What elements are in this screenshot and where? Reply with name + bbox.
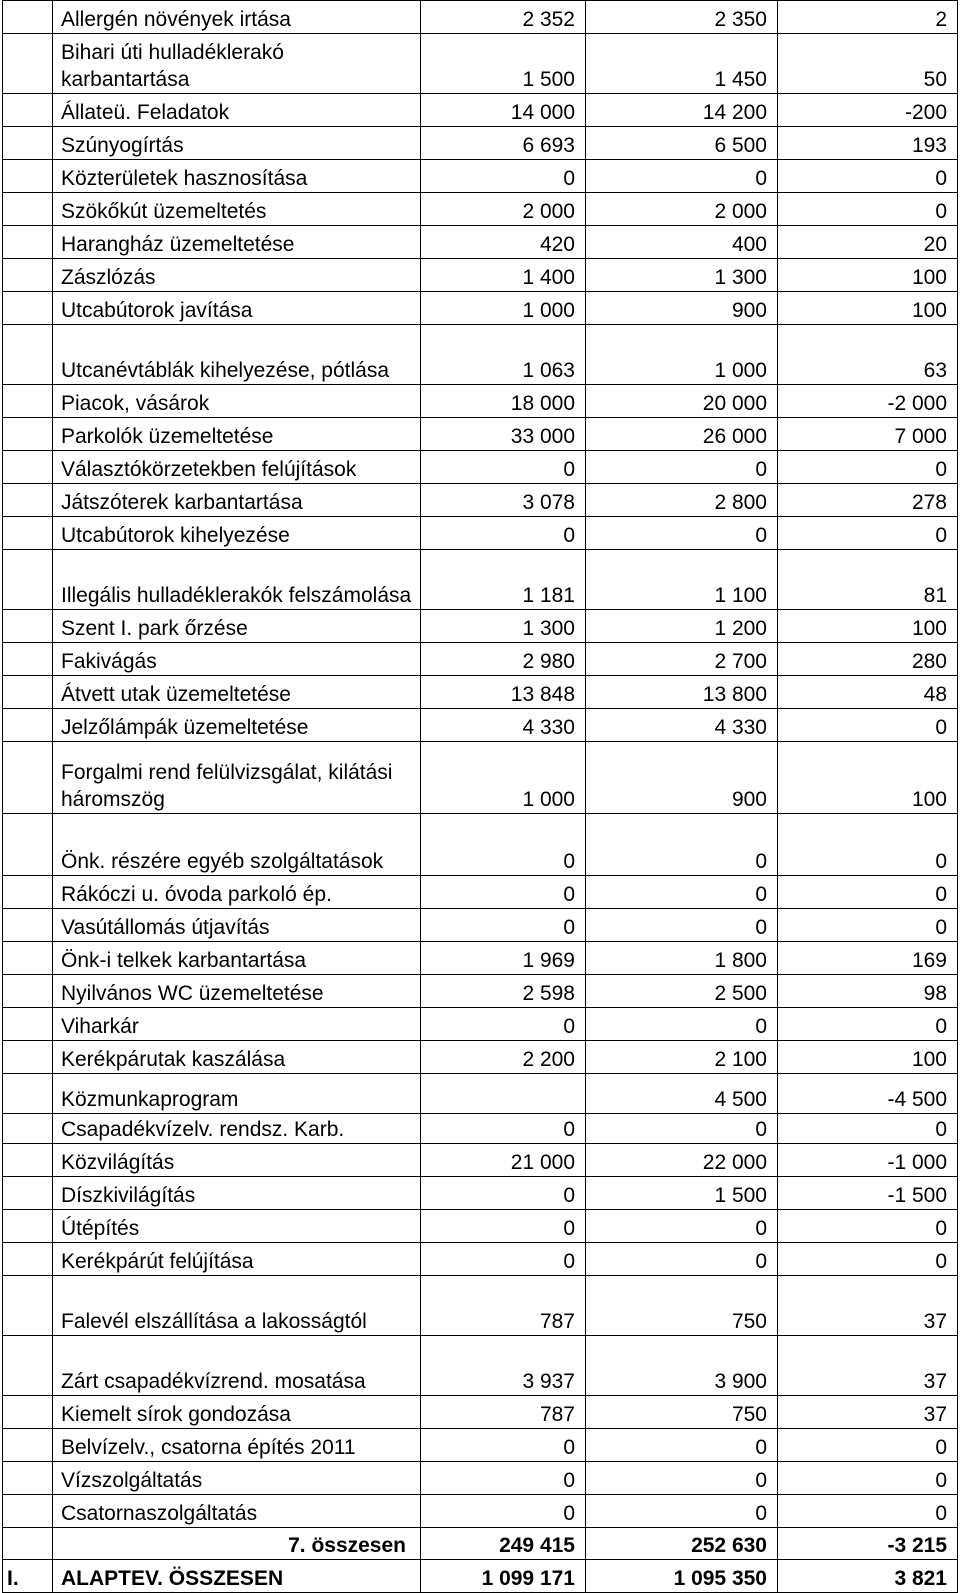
row-label-cell: Utcabútorok javítása [53,292,421,325]
row-label-cell: Bihari úti hulladéklerakó karbantartása [53,34,421,94]
row-value-2-cell: 1 200 [586,610,778,643]
row-label-cell: Jelzőlámpák üzemeltetése [53,709,421,742]
row-value-1-cell: 21 000 [421,1144,586,1177]
budget-table [2,0,958,1593]
row-value-1-cell: 0 [421,160,586,193]
row-value-2-cell: 900 [586,292,778,325]
row-label-cell: Piacok, vásárok [53,385,421,418]
table-row [3,1396,958,1429]
row-value-1-cell: 2 000 [421,193,586,226]
table-row [3,127,958,160]
row-value-1-cell: 420 [421,226,586,259]
table-row [3,742,958,814]
row-value-2-cell: 0 [586,451,778,484]
row-value-1-cell: 0 [421,909,586,942]
row-value-1-cell: 33 000 [421,418,586,451]
row-value-2-cell: 2 100 [586,1041,778,1074]
row-value-1-cell: 2 980 [421,643,586,676]
row-value-1-cell: 0 [421,1177,586,1210]
row-value-2-cell: 2 700 [586,643,778,676]
row-label-cell: Átvett utak üzemeltetése [53,676,421,709]
row-value-2-cell: 900 [586,742,778,814]
table-row [3,942,958,975]
row-difference-cell: 37 [778,1336,958,1396]
row-index-cell [3,1008,53,1041]
row-value-1-cell: 0 [421,1429,586,1462]
row-value-1-cell: 1 969 [421,942,586,975]
row-value-1-cell: 2 598 [421,975,586,1008]
row-label-cell: Önk-i telkek karbantartása [53,942,421,975]
table-row [3,1429,958,1462]
grand-total-index-cell: I. [3,1560,53,1593]
row-value-1-cell [421,1074,586,1114]
row-value-2-cell: 0 [586,1210,778,1243]
row-label-cell: Szökőkút üzemeltetés [53,193,421,226]
row-label-cell: Belvízelv., csatorna építés 2011 [53,1429,421,1462]
row-difference-cell: 7 000 [778,418,958,451]
row-value-2-cell: 750 [586,1396,778,1429]
row-index-cell [3,814,53,876]
row-difference-cell: 0 [778,517,958,550]
row-value-1-cell: 0 [421,876,586,909]
table-row [3,709,958,742]
subtotal-label-cell: 7. összesen [53,1528,421,1560]
row-label-cell: Vasútállomás útjavítás [53,909,421,942]
row-label-cell: Zászlózás [53,259,421,292]
row-index-cell [3,451,53,484]
table-row [3,385,958,418]
row-value-2-cell: 750 [586,1276,778,1336]
row-value-2-cell: 0 [586,517,778,550]
row-label-cell: Útépítés [53,1210,421,1243]
row-difference-cell: 0 [778,876,958,909]
row-index-cell [3,909,53,942]
row-difference-cell: 0 [778,1210,958,1243]
row-value-1-cell: 1 063 [421,325,586,385]
row-value-2-cell: 22 000 [586,1144,778,1177]
row-value-1-cell: 1 000 [421,292,586,325]
grand-total-label-cell: ALAPTEV. ÖSSZESEN [53,1560,421,1593]
row-difference-cell: 98 [778,975,958,1008]
row-index-cell [3,1243,53,1276]
row-label-cell: Viharkár [53,1008,421,1041]
row-label-cell: Játszóterek karbantartása [53,484,421,517]
row-difference-cell: 0 [778,1243,958,1276]
row-difference-cell: 100 [778,610,958,643]
row-difference-cell: -4 500 [778,1074,958,1114]
row-index-cell [3,550,53,610]
row-index-cell [3,676,53,709]
row-value-2-cell: 13 800 [586,676,778,709]
row-index-cell [3,1495,53,1528]
row-difference-cell: 280 [778,643,958,676]
row-value-1-cell: 0 [421,814,586,876]
row-value-2-cell: 0 [586,1008,778,1041]
row-index-cell [3,193,53,226]
table-row [3,1336,958,1396]
table-row [3,160,958,193]
row-index-cell [3,1041,53,1074]
row-index-cell [3,385,53,418]
row-label-cell: Forgalmi rend felülvizsgálat, kilátási háromszög [53,742,421,814]
row-index-cell [3,34,53,94]
row-value-2-cell: 400 [586,226,778,259]
row-value-2-cell: 0 [586,1495,778,1528]
row-difference-cell: -1 500 [778,1177,958,1210]
row-difference-cell: 20 [778,226,958,259]
subtotal-value-1-cell: 249 415 [421,1528,586,1560]
table-row [3,1114,958,1144]
table-row [3,226,958,259]
row-difference-cell: 100 [778,292,958,325]
table-row [3,1144,958,1177]
row-index-cell [3,1396,53,1429]
row-value-1-cell: 0 [421,517,586,550]
row-difference-cell: 2 [778,1,958,34]
row-index-cell [3,876,53,909]
row-difference-cell: 37 [778,1276,958,1336]
row-difference-cell: -1 000 [778,1144,958,1177]
row-value-1-cell: 1 181 [421,550,586,610]
row-difference-cell: -200 [778,94,958,127]
row-index-cell [3,1074,53,1114]
row-label-cell: Utcabútorok kihelyezése [53,517,421,550]
table-row [3,975,958,1008]
row-value-1-cell: 6 693 [421,127,586,160]
row-value-1-cell: 4 330 [421,709,586,742]
row-difference-cell: 37 [778,1396,958,1429]
row-index-cell [3,1114,53,1144]
row-value-2-cell: 6 500 [586,127,778,160]
table-row [3,1210,958,1243]
row-value-2-cell: 2 800 [586,484,778,517]
row-label-cell: Önk. részére egyéb szolgáltatások [53,814,421,876]
row-value-1-cell: 787 [421,1396,586,1429]
row-value-1-cell: 1 500 [421,34,586,94]
row-difference-cell: 100 [778,1041,958,1074]
row-difference-cell: 0 [778,1114,958,1144]
table-row [3,1008,958,1041]
row-index-cell [3,292,53,325]
row-index-cell [3,643,53,676]
table-row [3,876,958,909]
row-value-1-cell: 0 [421,1495,586,1528]
subtotal-difference-cell: -3 215 [778,1528,958,1560]
row-value-2-cell: 0 [586,1114,778,1144]
table-row [3,1074,958,1114]
row-value-2-cell: 1 800 [586,942,778,975]
grand-total-row [3,1560,958,1593]
row-label-cell: Fakivágás [53,643,421,676]
row-difference-cell: 0 [778,909,958,942]
row-index-cell [3,1336,53,1396]
row-value-2-cell: 0 [586,909,778,942]
row-label-cell: Harangház üzemeltetése [53,226,421,259]
row-value-1-cell: 0 [421,1008,586,1041]
table-row [3,259,958,292]
row-difference-cell: 0 [778,709,958,742]
row-label-cell: Rákóczi u. óvoda parkoló ép. [53,876,421,909]
row-label-cell: Utcanévtáblák kihelyezése, pótlása [53,325,421,385]
row-value-1-cell: 2 200 [421,1041,586,1074]
row-label-cell: Közvilágítás [53,1144,421,1177]
row-index-cell [3,1144,53,1177]
row-value-2-cell: 1 000 [586,325,778,385]
row-difference-cell: 50 [778,34,958,94]
row-difference-cell: 0 [778,1495,958,1528]
row-value-2-cell: 0 [586,1462,778,1495]
row-label-cell: Választókörzetekben felújítások [53,451,421,484]
row-value-2-cell: 1 500 [586,1177,778,1210]
row-index-cell [3,325,53,385]
row-label-cell: Közmunkaprogram [53,1074,421,1114]
row-value-1-cell: 2 352 [421,1,586,34]
row-value-2-cell: 1 300 [586,259,778,292]
table-row [3,517,958,550]
table-row [3,1243,958,1276]
row-value-1-cell: 14 000 [421,94,586,127]
table-row [3,418,958,451]
row-value-1-cell: 0 [421,1243,586,1276]
table-row [3,1495,958,1528]
row-difference-cell: 0 [778,193,958,226]
row-value-2-cell: 0 [586,814,778,876]
row-value-1-cell: 1 000 [421,742,586,814]
row-difference-cell: 0 [778,1008,958,1041]
row-value-1-cell: 787 [421,1276,586,1336]
row-value-2-cell: 4 330 [586,709,778,742]
row-difference-cell: 169 [778,942,958,975]
row-value-2-cell: 26 000 [586,418,778,451]
row-difference-cell: 278 [778,484,958,517]
row-label-cell: Zárt csapadékvízrend. mosatása [53,1336,421,1396]
row-label-cell: Nyilvános WC üzemeltetése [53,975,421,1008]
row-difference-cell: 0 [778,451,958,484]
row-index-cell [3,1429,53,1462]
row-difference-cell: 0 [778,814,958,876]
row-label-cell: Kiemelt sírok gondozása [53,1396,421,1429]
row-label-cell: Szúnyogírtás [53,127,421,160]
row-label-cell: Díszkivilágítás [53,1177,421,1210]
table-row [3,643,958,676]
table-row [3,814,958,876]
table-row [3,550,958,610]
row-label-cell: Közterületek hasznosítása [53,160,421,193]
row-value-2-cell: 1 450 [586,34,778,94]
row-index-cell [3,610,53,643]
subtotal-value-2-cell: 252 630 [586,1528,778,1560]
table-row [3,1041,958,1074]
row-difference-cell: 100 [778,259,958,292]
row-label-cell: Szent I. park őrzése [53,610,421,643]
row-difference-cell: 100 [778,742,958,814]
row-value-2-cell: 2 350 [586,1,778,34]
row-value-2-cell: 3 900 [586,1336,778,1396]
row-label-cell: Falevél elszállítása a lakosságtól [53,1276,421,1336]
row-value-1-cell: 1 400 [421,259,586,292]
budget-table-body [3,1,958,1593]
row-difference-cell: 0 [778,160,958,193]
grand-total-value-2-cell: 1 095 350 [586,1560,778,1593]
row-index-cell [3,259,53,292]
row-label-cell: Parkolók üzemeltetése [53,418,421,451]
row-index-cell [3,1,53,34]
row-value-2-cell: 14 200 [586,94,778,127]
row-value-1-cell: 13 848 [421,676,586,709]
table-row [3,1,958,34]
row-value-2-cell: 2 000 [586,193,778,226]
row-label-cell: Vízszolgáltatás [53,1462,421,1495]
row-value-2-cell: 20 000 [586,385,778,418]
row-index-cell [3,226,53,259]
row-value-1-cell: 18 000 [421,385,586,418]
table-row [3,610,958,643]
grand-total-value-1-cell: 1 099 171 [421,1560,586,1593]
row-label-cell: Csatornaszolgáltatás [53,1495,421,1528]
row-index-cell [3,160,53,193]
row-value-1-cell: 0 [421,1114,586,1144]
table-row [3,94,958,127]
table-row [3,292,958,325]
row-label-cell: Kerékpárút felújítása [53,1243,421,1276]
row-difference-cell: 63 [778,325,958,385]
row-index-cell [3,418,53,451]
table-row [3,325,958,385]
subtotal-index-cell [3,1528,53,1560]
table-row [3,1462,958,1495]
row-label-cell: Állateü. Feladatok [53,94,421,127]
table-row [3,451,958,484]
row-value-2-cell: 0 [586,1243,778,1276]
row-value-1-cell: 3 937 [421,1336,586,1396]
row-value-1-cell: 1 300 [421,610,586,643]
row-value-2-cell: 0 [586,1429,778,1462]
row-value-2-cell: 4 500 [586,1074,778,1114]
table-row [3,1276,958,1336]
grand-total-difference-cell: 3 821 [778,1560,958,1593]
row-index-cell [3,1210,53,1243]
row-index-cell [3,517,53,550]
row-difference-cell: -2 000 [778,385,958,418]
row-index-cell [3,1462,53,1495]
row-label-cell: Allergén növények irtása [53,1,421,34]
table-row [3,676,958,709]
subtotal-row [3,1528,958,1560]
row-value-1-cell: 0 [421,1210,586,1243]
row-difference-cell: 193 [778,127,958,160]
row-index-cell [3,1177,53,1210]
table-row [3,34,958,94]
row-index-cell [3,942,53,975]
row-difference-cell: 0 [778,1429,958,1462]
table-row [3,909,958,942]
row-value-2-cell: 1 100 [586,550,778,610]
row-label-cell: Kerékpárutak kaszálása [53,1041,421,1074]
row-value-1-cell: 3 078 [421,484,586,517]
row-difference-cell: 81 [778,550,958,610]
row-value-2-cell: 0 [586,160,778,193]
row-index-cell [3,709,53,742]
table-row [3,193,958,226]
row-value-1-cell: 0 [421,451,586,484]
row-value-2-cell: 2 500 [586,975,778,1008]
row-index-cell [3,742,53,814]
row-label-cell: Illegális hulladéklerakók felszámolása [53,550,421,610]
row-value-2-cell: 0 [586,876,778,909]
row-value-1-cell: 0 [421,1462,586,1495]
row-difference-cell: 48 [778,676,958,709]
row-index-cell [3,1276,53,1336]
row-index-cell [3,975,53,1008]
table-row [3,1177,958,1210]
row-index-cell [3,127,53,160]
row-label-cell: Csapadékvízelv. rendsz. Karb. [53,1114,421,1144]
row-index-cell [3,94,53,127]
table-row [3,484,958,517]
row-index-cell [3,484,53,517]
row-difference-cell: 0 [778,1462,958,1495]
